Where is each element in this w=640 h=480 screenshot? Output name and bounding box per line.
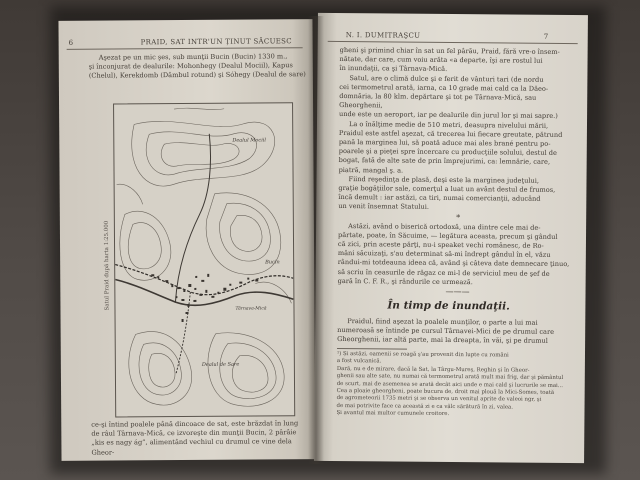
text-line: nătate, dar care, cum voiu arăta «a departe, îşi are rostul lui (339, 55, 543, 65)
text-line: bogat, fată de alte sate de prin împrejurimi, ca: lemnărie, care, (338, 156, 551, 167)
right-header-rule (328, 41, 578, 44)
text-line: şi înconjurat de dealurile: Mohonhegy (Dealul Mociil), Kapus (88, 61, 293, 71)
separator-rule: ——— (445, 287, 470, 297)
text-line: domnăria, la 80 klm. depărtare şi tot pe Târnava-Mică, sau Gheorghenii, (339, 92, 537, 110)
footnote-line: de scurt, mai de asemenea se arată decât aici unde e mai cald şi lucrurile se mai... (336, 380, 563, 389)
map-label-north: Dealul Mociil (232, 137, 267, 144)
text-line: Aşezat pe un mic şes, sub munţii Bucin (Bucin) 1330 m., (98, 52, 288, 62)
text-line: Fiind reşedinţa de plasă, deşi este la marginea judeţului, (348, 174, 539, 185)
main-road (115, 263, 293, 295)
text-line: că zici, prin aceste părţi, nu-i speaket vechi românesc, de Ro- (337, 240, 544, 250)
footnote-line: de mai potrivite face ca această zi e ca vâlc sărătură în zi, valea. (336, 402, 514, 411)
right-flood-paragraph (337, 317, 577, 347)
text-line: Gheorghenii, iar altă parte, mai la dreapta, în văi, şi pe drumul (337, 335, 548, 346)
left-bottom-paragraph (91, 419, 309, 457)
footnote-line: Și avantul mai multor cumunele croitore. (336, 410, 450, 418)
text-line: un venit însemnat Statului. (338, 202, 430, 212)
map-label-south: Dealul de Sare (201, 361, 240, 368)
book-gutter (308, 16, 324, 464)
footnote-line: Cea a ploaie gheorgheni, poate bucura de, droit mai plouă la Mici-Somes, toată (336, 388, 555, 396)
text-line: Astăzi, având o biserică ortodoxă, una dintre cele mai de- (348, 221, 541, 232)
text-line: Praidul, fiind aşezat la poalele munţilor, o parte a lui mai (347, 317, 538, 327)
text-line: mâni săcuizaţi, s'au determinat să-mi îndrept gândul în el, văzu (337, 249, 551, 260)
text-line: rândui-mi totdeauna ideea că, având şi câteva date demnecare ţinuo, (337, 258, 570, 269)
text-line: ce-şi întind poalele până dincoace de sat, este brăzdat în lung (91, 419, 299, 429)
text-line: La o înălţime medie de 510 metri, deasupra nivelului mării, (348, 119, 549, 130)
stream-praid (174, 134, 211, 302)
text-line: părtate, poate, în Săcuime, — legătura aceasta, precum şi gândul (337, 230, 558, 241)
right-page (314, 13, 588, 463)
text-line: Praidul este astfel aşezat, că trecerea lui fiecare greutate, pătrund (338, 128, 563, 139)
footnote-line: Dară, nu e de mirare, dacă la Sat, la Târgu-Mureş, Reghin şi în Gheor- (336, 365, 530, 374)
map-drawing (114, 103, 294, 416)
text-line: cei termometrul arată, iarna, ca 10 grade mai cald ca la Dăeo- (339, 82, 549, 93)
footnote-line: a fost vulcanică. (336, 358, 382, 365)
left-header-rule (67, 47, 303, 50)
text-line: pană la marginea lui, să poată aduce mai ales brané pentru po- (338, 138, 551, 148)
text-line: graţie bogăţiilor sale, comerţul a luat un avânt destul de frumos, (338, 184, 556, 194)
left-top-paragraph (89, 52, 307, 81)
separator-asterisk: * (456, 212, 461, 222)
text-line: poarele şi a pieţei spre încercare cu producţiile solului, destul de (338, 147, 557, 158)
village-map (113, 102, 295, 417)
left-page (58, 19, 315, 461)
text-line: numeroasă se întinde pe cursul Târnavei-Mici de pe drumul care (337, 326, 555, 337)
left-running-head: PRAID, SAT INTR'UN ȚINUT SĂCUESC (140, 37, 292, 47)
text-line: unde este un aeroport, iar pe dealurile din jurul lor şi mai sapre.) (339, 110, 558, 121)
text-line: să scriu în ceasurile de răgaz ce mi-l de serviciul meu de şef de (337, 267, 550, 278)
section-title: În timp de inundaţii. (387, 299, 510, 313)
left-page-number: 6 (68, 38, 74, 47)
text-line: încă demult : iar astăzi, ca tiri, numai comercianţii, aducând (338, 193, 541, 204)
text-line: în inundaţii, ca şi Târnava-Mică. (339, 64, 448, 74)
text-line: de râul Târnava-Mică, ce izvoreşte din munţii Bucin, 2 pârâie (91, 428, 297, 438)
text-line: piatră, mangal ş. a. (338, 165, 404, 175)
village-houses (151, 274, 258, 323)
map-side-caption: Satul Praid după harta 1:25.000 (103, 220, 111, 311)
footnote-line: ¹) Și astăzi, oamenii se roagă ş'au provenit din lupte cu români (336, 351, 509, 359)
footnotes (336, 351, 579, 420)
text-line: Satul, are o climă dulce şi e ferit de vânturi tari (de nordu (349, 73, 544, 84)
map-label-river: Târnava-Mică (235, 306, 267, 312)
text-line: (Chelul), Kerekdomb (Dâmbul rotund) şi Sóhegy (Dealul de sare) (88, 70, 306, 81)
right-main-text (337, 46, 579, 298)
right-page-number: 7 (543, 32, 549, 41)
footnote-rule (337, 348, 407, 350)
text-line: „kis es nagy ág”, alimentând vechiul cu drumul ce vine dela Gheor- (91, 437, 292, 457)
right-running-head: N. I. DUMITRAŞCU (345, 31, 421, 40)
footnote-line: de agrometeorii 1735 metri şi se observa un venitul aprite de valeoi ngr, şi (336, 395, 542, 404)
map-label-east: Bucin (265, 259, 280, 266)
text-line: gară în C. F. R., şi rândurile ce urmează. (337, 276, 473, 287)
text-line: gheni şi primind chiar în sat un fel pârău, Praid, fără vre-o însem- (339, 46, 560, 56)
footnote-line: ghenii sau alte sate, nu numai că termometrul arată mult mai frig, dar şi pământul (336, 373, 564, 382)
